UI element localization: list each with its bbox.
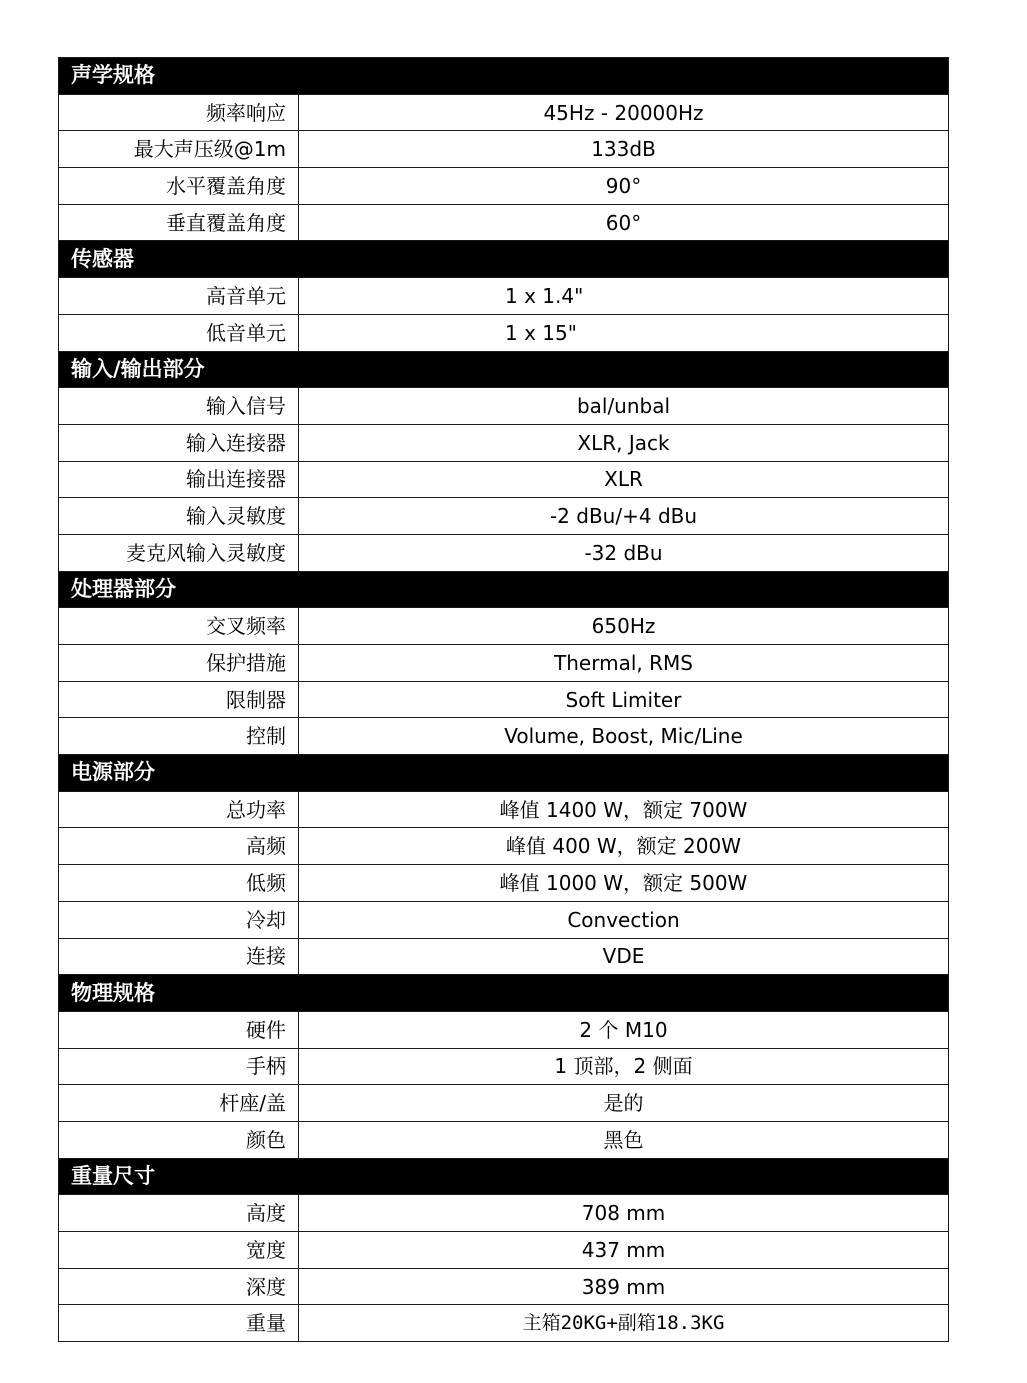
spec-value: Convection <box>299 901 949 938</box>
spec-value: XLR, Jack <box>299 424 949 461</box>
section-header <box>59 351 949 388</box>
spec-row <box>59 901 949 938</box>
spec-value: 45Hz - 20000Hz <box>299 94 949 131</box>
spec-row <box>59 791 949 828</box>
spec-label: 麦克风输入灵敏度 <box>59 534 299 571</box>
spec-value: 60° <box>299 204 949 241</box>
spec-value: VDE <box>299 938 949 975</box>
spec-label: 手柄 <box>59 1048 299 1085</box>
spec-label: 保护措施 <box>59 645 299 682</box>
section-header <box>59 241 949 278</box>
section-title: 物理规格 <box>59 975 949 1012</box>
spec-label: 输入灵敏度 <box>59 498 299 535</box>
spec-row <box>59 94 949 131</box>
section-header <box>59 571 949 608</box>
spec-value: Thermal, RMS <box>299 645 949 682</box>
spec-label: 冷却 <box>59 901 299 938</box>
spec-row <box>59 1121 949 1158</box>
spec-row <box>59 865 949 902</box>
spec-value: XLR <box>299 461 949 498</box>
spec-value: 133dB <box>299 131 949 168</box>
spec-label: 深度 <box>59 1268 299 1305</box>
spec-value: 90° <box>299 168 949 205</box>
spec-value: 1 x 1.4" <box>299 278 949 315</box>
spec-value: 是的 <box>299 1085 949 1122</box>
section-title: 传感器 <box>59 241 949 278</box>
spec-row <box>59 314 949 351</box>
spec-label: 硬件 <box>59 1011 299 1048</box>
spec-value: 1 顶部，2 侧面 <box>299 1048 949 1085</box>
spec-label: 杆座/盖 <box>59 1085 299 1122</box>
spec-label: 连接 <box>59 938 299 975</box>
spec-value: bal/unbal <box>299 388 949 425</box>
spec-value: 708 mm <box>299 1195 949 1232</box>
section-header <box>59 975 949 1012</box>
spec-row <box>59 1305 949 1342</box>
spec-label: 水平覆盖角度 <box>59 168 299 205</box>
section-header <box>59 58 949 95</box>
section-title: 输入/输出部分 <box>59 351 949 388</box>
spec-label: 限制器 <box>59 681 299 718</box>
spec-table <box>58 57 949 1342</box>
spec-value: -2 dBu/+4 dBu <box>299 498 949 535</box>
spec-row <box>59 1048 949 1085</box>
spec-value: 峰值 1400 W，额定 700W <box>299 791 949 828</box>
spec-label: 输出连接器 <box>59 461 299 498</box>
spec-row <box>59 645 949 682</box>
spec-row <box>59 424 949 461</box>
spec-label: 高度 <box>59 1195 299 1232</box>
spec-label: 控制 <box>59 718 299 755</box>
section-title: 电源部分 <box>59 755 949 792</box>
spec-label: 低频 <box>59 865 299 902</box>
spec-row <box>59 681 949 718</box>
section-header <box>59 1158 949 1195</box>
spec-row <box>59 534 949 571</box>
spec-row <box>59 168 949 205</box>
spec-label: 输入信号 <box>59 388 299 425</box>
spec-label: 高音单元 <box>59 278 299 315</box>
spec-label: 最大声压级@1m <box>59 131 299 168</box>
spec-row <box>59 498 949 535</box>
spec-value: 437 mm <box>299 1232 949 1269</box>
section-title: 处理器部分 <box>59 571 949 608</box>
spec-value: 1 x 15" <box>299 314 949 351</box>
spec-value: 650Hz <box>299 608 949 645</box>
spec-row <box>59 608 949 645</box>
spec-value: 峰值 1000 W，额定 500W <box>299 865 949 902</box>
spec-value: Soft Limiter <box>299 681 949 718</box>
spec-value: 389 mm <box>299 1268 949 1305</box>
spec-row <box>59 1195 949 1232</box>
spec-label: 宽度 <box>59 1232 299 1269</box>
spec-label: 输入连接器 <box>59 424 299 461</box>
spec-row <box>59 278 949 315</box>
spec-label: 高频 <box>59 828 299 865</box>
spec-value: 主箱20KG+副箱18.3KG <box>299 1305 949 1342</box>
section-title: 重量尺寸 <box>59 1158 949 1195</box>
spec-label: 交叉频率 <box>59 608 299 645</box>
spec-row <box>59 1011 949 1048</box>
spec-value: 2 个 M10 <box>299 1011 949 1048</box>
spec-row <box>59 1232 949 1269</box>
section-title: 声学规格 <box>59 58 949 95</box>
spec-label: 低音单元 <box>59 314 299 351</box>
spec-value: -32 dBu <box>299 534 949 571</box>
spec-row <box>59 131 949 168</box>
spec-value: 峰值 400 W，额定 200W <box>299 828 949 865</box>
spec-row <box>59 1268 949 1305</box>
spec-row <box>59 828 949 865</box>
spec-row <box>59 718 949 755</box>
spec-row <box>59 938 949 975</box>
spec-table-body <box>59 58 949 1342</box>
spec-row <box>59 461 949 498</box>
spec-value: Volume, Boost, Mic/Line <box>299 718 949 755</box>
spec-label: 总功率 <box>59 791 299 828</box>
spec-label: 重量 <box>59 1305 299 1342</box>
spec-row <box>59 1085 949 1122</box>
spec-label: 频率响应 <box>59 94 299 131</box>
spec-row <box>59 204 949 241</box>
section-header <box>59 755 949 792</box>
spec-label: 颜色 <box>59 1121 299 1158</box>
spec-label: 垂直覆盖角度 <box>59 204 299 241</box>
spec-value: 黑色 <box>299 1121 949 1158</box>
spec-row <box>59 388 949 425</box>
